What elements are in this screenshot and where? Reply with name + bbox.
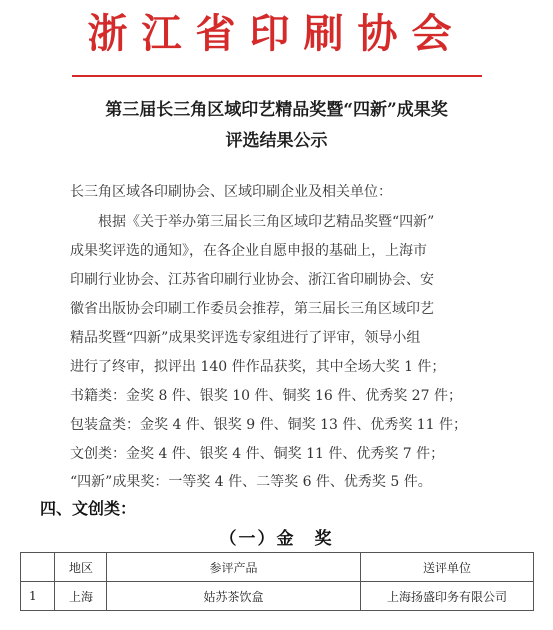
- award-subheading: （一）金 奖: [219, 529, 334, 549]
- row-region: 上海: [55, 582, 107, 611]
- body-line: 精品奖暨“四新”成果奖评选专家组进行了评审，领导小组: [70, 330, 421, 346]
- organization-header: 浙江省印刷协会: [87, 10, 466, 57]
- body-line: 包装盒类：金奖 4 件、银奖 9 件、铜奖 13 件、优秀奖 11 件；: [70, 417, 468, 433]
- body-line: “四新”成果奖：一等奖 4 件、二等奖 6 件、优秀奖 5 件。: [70, 474, 432, 490]
- section-heading: 四、文创类：: [40, 499, 137, 518]
- salutation-line: 长三角区域各印刷协会、区域印刷企业及相关单位：: [70, 184, 392, 200]
- body-line: 根据《关于举办第三届长三角区域印艺精品奖暨“四新”: [70, 214, 435, 230]
- column-header-submitter: 送评单位: [361, 553, 534, 582]
- body-line: 成果奖评选的通知》，在各企业自愿申报的基础上，上海市: [70, 243, 427, 259]
- row-index: 1: [21, 582, 55, 611]
- column-header-index: [21, 553, 55, 582]
- body-line: 进行了终审，拟评出 140 件作品获奖，其中全场大奖 1 件；: [70, 359, 446, 375]
- body-line: 书籍类：金奖 8 件、银奖 10 件、铜奖 16 件、优秀奖 27 件；: [70, 388, 462, 404]
- body-line: 印刷行业协会、江苏省印刷行业协会、浙江省印刷协会、安: [70, 272, 434, 288]
- body-line: 徽省出版协会印刷工作委员会推荐，第三届长三角区域印艺: [70, 301, 434, 317]
- table-row: [21, 582, 534, 611]
- row-submitter: 上海扬盛印务有限公司: [361, 582, 534, 611]
- table-header-row: [21, 553, 534, 582]
- header-divider: [72, 75, 482, 77]
- document-title-line-1: 第三届长三角区域印艺精品奖暨“四新”成果奖: [105, 100, 448, 120]
- document-title-line-2: 评选结果公示: [225, 131, 328, 151]
- column-header-region: 地区: [55, 553, 107, 582]
- row-product: 姑苏茶饮盒: [107, 582, 361, 611]
- award-table: [20, 552, 534, 611]
- column-header-product: 参评产品: [107, 553, 361, 582]
- body-line: 文创类：金奖 4 件、银奖 4 件、铜奖 11 件、优秀奖 7 件；: [70, 446, 445, 462]
